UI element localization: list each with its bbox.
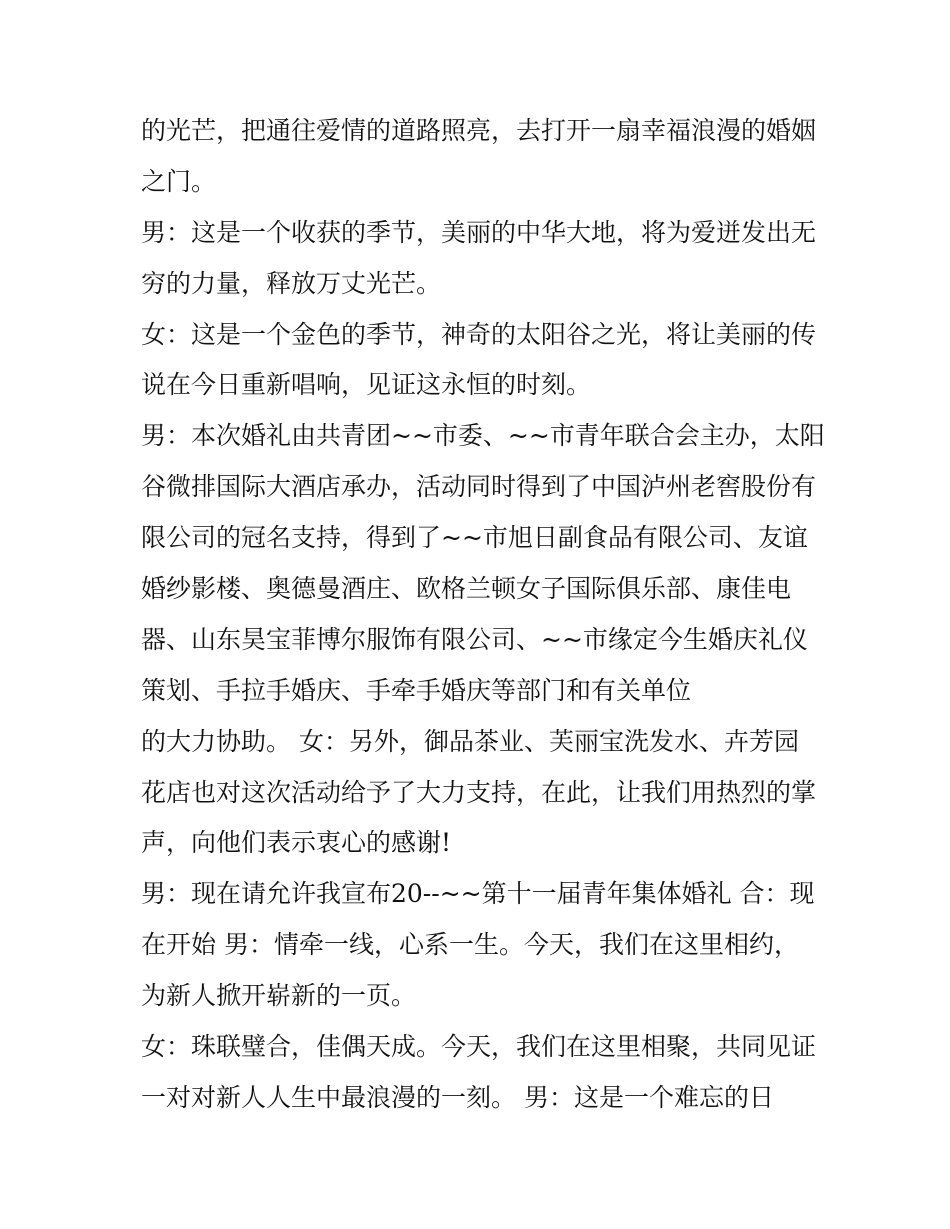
text-line: 为新人掀开崭新的一页。 (141, 981, 417, 1011)
document-body (141, 106, 841, 1124)
text-line: 说在今日重新唱响，见证这永恒的时刻。 (141, 370, 592, 400)
text-line: 女：珠联璧合，佳偶天成。今天，我们在这里相聚，共同见证 (141, 1032, 817, 1062)
text-line: 花店也对这次活动给予了大力支持，在此，让我们用热烈的掌 (141, 777, 817, 807)
text-line: 的光芒，把通往爱情的道路照亮，去打开一扇幸福浪漫的婚姻 (141, 116, 817, 145)
text-line: 男：现在请允许我宣布20--~~第十一届青年集体婚礼 合：现 (141, 879, 815, 909)
text-line: 女：这是一个金色的季节，神奇的太阳谷之光，将让美丽的传 (141, 319, 817, 349)
text-line: 婚纱影楼、奥德曼酒庄、欧格兰顿女子国际俱乐部、康佳电 (141, 574, 792, 604)
text-line: 男：本次婚礼由共青团~~市委、~~市青年联合会主办，太阳 (141, 421, 825, 451)
text-line: 之门。 (141, 166, 217, 196)
text-line: 声，向他们表示衷心的感谢! (141, 828, 452, 858)
text-line: 在开始 男：情牵一线，心系一生。今天，我们在这里相约， (141, 930, 799, 960)
text-line: 的大力协助。 女：另外，御品茶业、芙丽宝洗发水、卉芳园 (141, 726, 799, 756)
text-line: 男：这是一个收获的季节，美丽的中华大地，将为爱迸发出无 (141, 217, 817, 247)
text-line: 穷的力量，释放万丈光芒。 (141, 268, 442, 298)
text-line: 谷微排国际大酒店承办，活动同时得到了中国泸州老窖股份有 (141, 472, 817, 502)
text-line: 限公司的冠名支持，得到了~~市旭日副食品有限公司、友谊 (141, 523, 808, 553)
text-line: 策划、手拉手婚庆、手牵手婚庆等部门和有关单位 (141, 675, 692, 705)
text-line: 一对对新人人生中最浪漫的一刻。 男：这是一个难忘的日 (141, 1082, 774, 1112)
text-line: 器、山东昊宝菲博尔服饰有限公司、~~市缘定今生婚庆礼仪 (141, 624, 808, 654)
